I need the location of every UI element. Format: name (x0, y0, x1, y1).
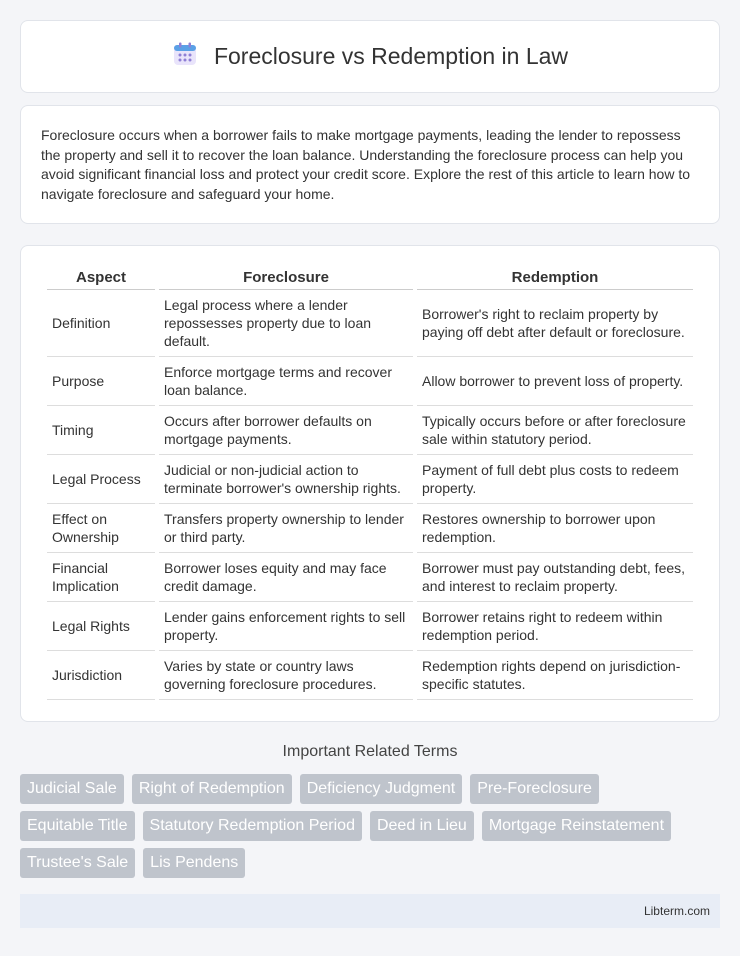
header-aspect: Aspect (47, 266, 155, 290)
page-header (20, 20, 720, 93)
header-foreclosure: Foreclosure (159, 266, 413, 290)
table-row (47, 406, 693, 455)
related-term-tag[interactable]: Lis Pendens (143, 848, 245, 878)
footer (20, 894, 720, 928)
table-header-row (47, 266, 693, 290)
calendar-icon (172, 41, 198, 72)
intro-paragraph: Foreclosure occurs when a borrower fails to make mortgage payments, leading the lender to repossess the property and sell it to recover the loan balance. Understanding the foreclosure process can help you avoid significant financial loss and protect your credit score. Explore the rest of this article to learn how to navigate foreclosure and safeguard your home. (20, 105, 720, 224)
cell-redemption: Payment of full debt plus costs to redeem property. (417, 455, 693, 504)
cell-foreclosure: Borrower loses equity and may face credit damage. (159, 553, 413, 602)
cell-foreclosure: Occurs after borrower defaults on mortgage payments. (159, 406, 413, 455)
cell-foreclosure: Varies by state or country laws governing foreclosure procedures. (159, 651, 413, 700)
related-term-tag[interactable]: Deed in Lieu (370, 811, 474, 841)
related-term-tag[interactable]: Statutory Redemption Period (143, 811, 362, 841)
cell-foreclosure: Enforce mortgage terms and recover loan balance. (159, 357, 413, 406)
table-row (47, 602, 693, 651)
comparison-table-card (20, 245, 720, 722)
table-row (47, 357, 693, 406)
table-row (47, 504, 693, 553)
cell-redemption: Borrower's right to reclaim property by paying off debt after default or foreclosure. (417, 290, 693, 357)
related-term-tag[interactable]: Mortgage Reinstatement (482, 811, 671, 841)
comparison-table (43, 266, 697, 700)
cell-foreclosure: Transfers property ownership to lender or third party. (159, 504, 413, 553)
table-row (47, 290, 693, 357)
related-term-tag[interactable]: Judicial Sale (20, 774, 124, 804)
cell-foreclosure: Judicial or non-judicial action to terminate borrower's ownership rights. (159, 455, 413, 504)
cell-foreclosure: Legal process where a lender repossesses property due to loan default. (159, 290, 413, 357)
cell-aspect: Jurisdiction (47, 651, 155, 700)
page-title: Foreclosure vs Redemption in Law (213, 43, 569, 69)
cell-redemption: Allow borrower to prevent loss of property. (417, 357, 693, 406)
related-term-tag[interactable]: Deficiency Judgment (300, 774, 463, 804)
related-term-tag[interactable]: Pre-Foreclosure (470, 774, 599, 804)
related-term-tag[interactable]: Trustee's Sale (20, 848, 135, 878)
cell-aspect: Definition (47, 290, 155, 357)
related-term-tag[interactable]: Equitable Title (20, 811, 135, 841)
cell-aspect: Legal Process (47, 455, 155, 504)
table-row (47, 553, 693, 602)
related-term-tag[interactable]: Right of Redemption (132, 774, 292, 804)
cell-aspect: Timing (47, 406, 155, 455)
cell-redemption: Redemption rights depend on jurisdiction-specific statutes. (417, 651, 693, 700)
cell-redemption: Borrower retains right to redeem within redemption period. (417, 602, 693, 651)
cell-aspect: Financial Implication (47, 553, 155, 602)
related-terms-list (0, 774, 700, 878)
cell-redemption: Typically occurs before or after foreclosure sale within statutory period. (417, 406, 693, 455)
cell-aspect: Legal Rights (47, 602, 155, 651)
cell-redemption: Restores ownership to borrower upon redemption. (417, 504, 693, 553)
cell-aspect: Effect on Ownership (47, 504, 155, 553)
footer-brand: Libterm.com (643, 904, 710, 918)
table-row (47, 651, 693, 700)
cell-foreclosure: Lender gains enforcement rights to sell property. (159, 602, 413, 651)
cell-aspect: Purpose (47, 357, 155, 406)
table-row (47, 455, 693, 504)
related-terms-title: Important Related Terms (282, 743, 458, 760)
cell-redemption: Borrower must pay outstanding debt, fees, and interest to reclaim property. (417, 553, 693, 602)
header-redemption: Redemption (417, 266, 693, 290)
